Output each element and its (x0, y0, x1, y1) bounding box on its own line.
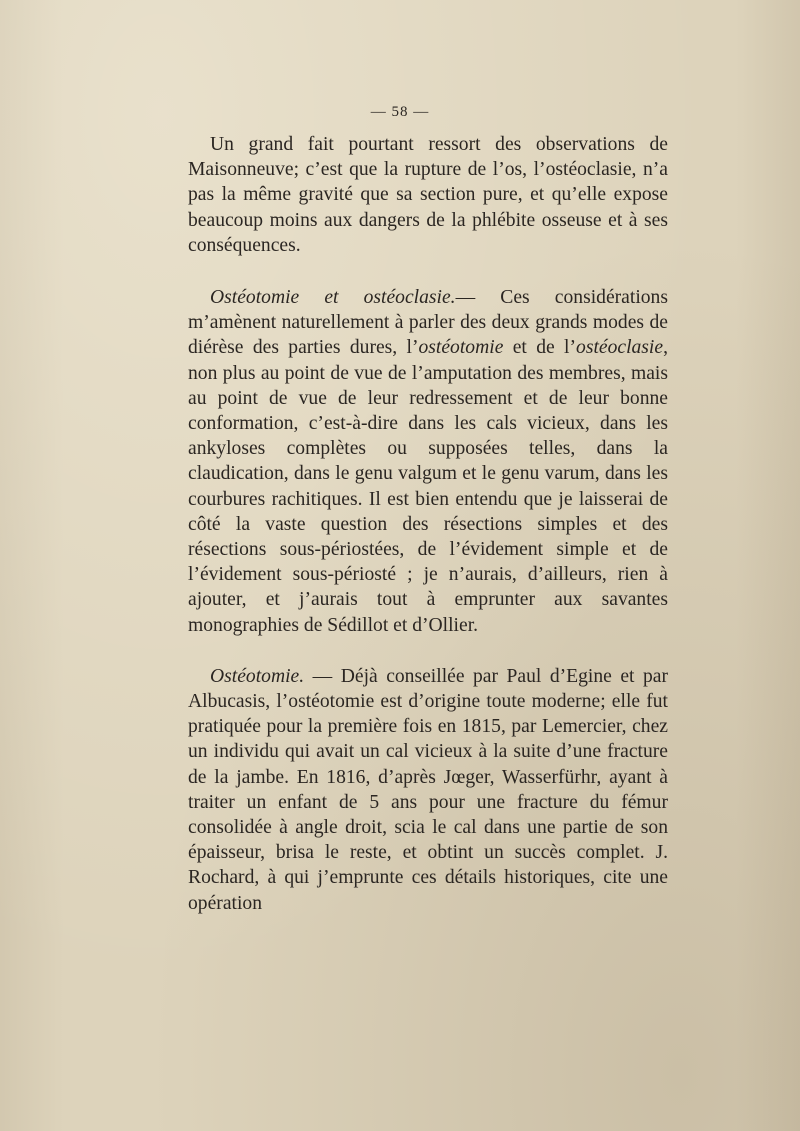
heading-dash: — (455, 287, 501, 309)
paragraph-2 (188, 285, 668, 638)
term-osteotomie: ostéotomie (418, 337, 504, 359)
paragraph-2-text-c: , non plus au point de vue de l’amputation des membres, mais au point de vue de leur redressement et de leur bonne conformation, c’est-à-dire dans les cals vicieux, dans les ankyloses complètes ou supposées telles, dans la claudication, dans le genu valgum et le genu varum, dans les courbures rachitiques. Il est bien entendu que je laisserai de côté la vaste question des résections simples et des résections sous-périostées, de l’évidement simple et de l’évidement sous-périosté ; je n’aurais, d’ailleurs, rien à ajouter, et j’aurais tout à emprunter aux savantes monographies de Sédillot et d’Ollier. (188, 337, 668, 636)
body-text (188, 132, 668, 916)
paragraph-2-text-a: Ces considérations m’amènent naturellement à parler des deux grands modes de diérèse des parties dures, l’ (188, 287, 668, 359)
paragraph-1 (188, 132, 668, 258)
paragraph-3-text: Déjà conseillée par Paul d’Egine et par Albucasis, l’ostéotomie est d’origine toute moderne; elle fut pratiquée pour la première fois en 1815, par Lemercier, chez un individu qui avait un cal vicieux à la suite d’une fracture de la jambe. En 1816, d’après Jœger, Wasserfürhr, ayant à traiter un enfant de 5 ans pour une fracture du fémur consolidée à angle droit, scia le cal dans une partie de son épaisseur, brisa le reste, et obtint un succès complet. J. Rochard, à qui j’emprunte ces détails historiques, cite une opération (188, 665, 668, 914)
page-number: — 58 — (370, 104, 430, 120)
heading-dash: — (304, 665, 341, 687)
section-heading-osteotomie-osteoclasie: Ostéotomie et ostéoclasie. (210, 287, 456, 309)
term-osteoclasie: ostéoclasie (576, 337, 664, 359)
paragraph-3 (188, 664, 668, 916)
section-heading-osteotomie: Ostéotomie. (210, 665, 305, 687)
paragraph-2-text-b: et de l’ (503, 337, 577, 359)
paragraph-1-text: Un grand fait pourtant ressort des observations de Maisonneuve; c’est que la rupture de l’os, l’ostéoclasie, n’a pas la même gravité que sa section pure, et qu’elle expose beaucoup moins aux dangers de la phlébite osseuse et à ses conséquences. (188, 134, 668, 256)
